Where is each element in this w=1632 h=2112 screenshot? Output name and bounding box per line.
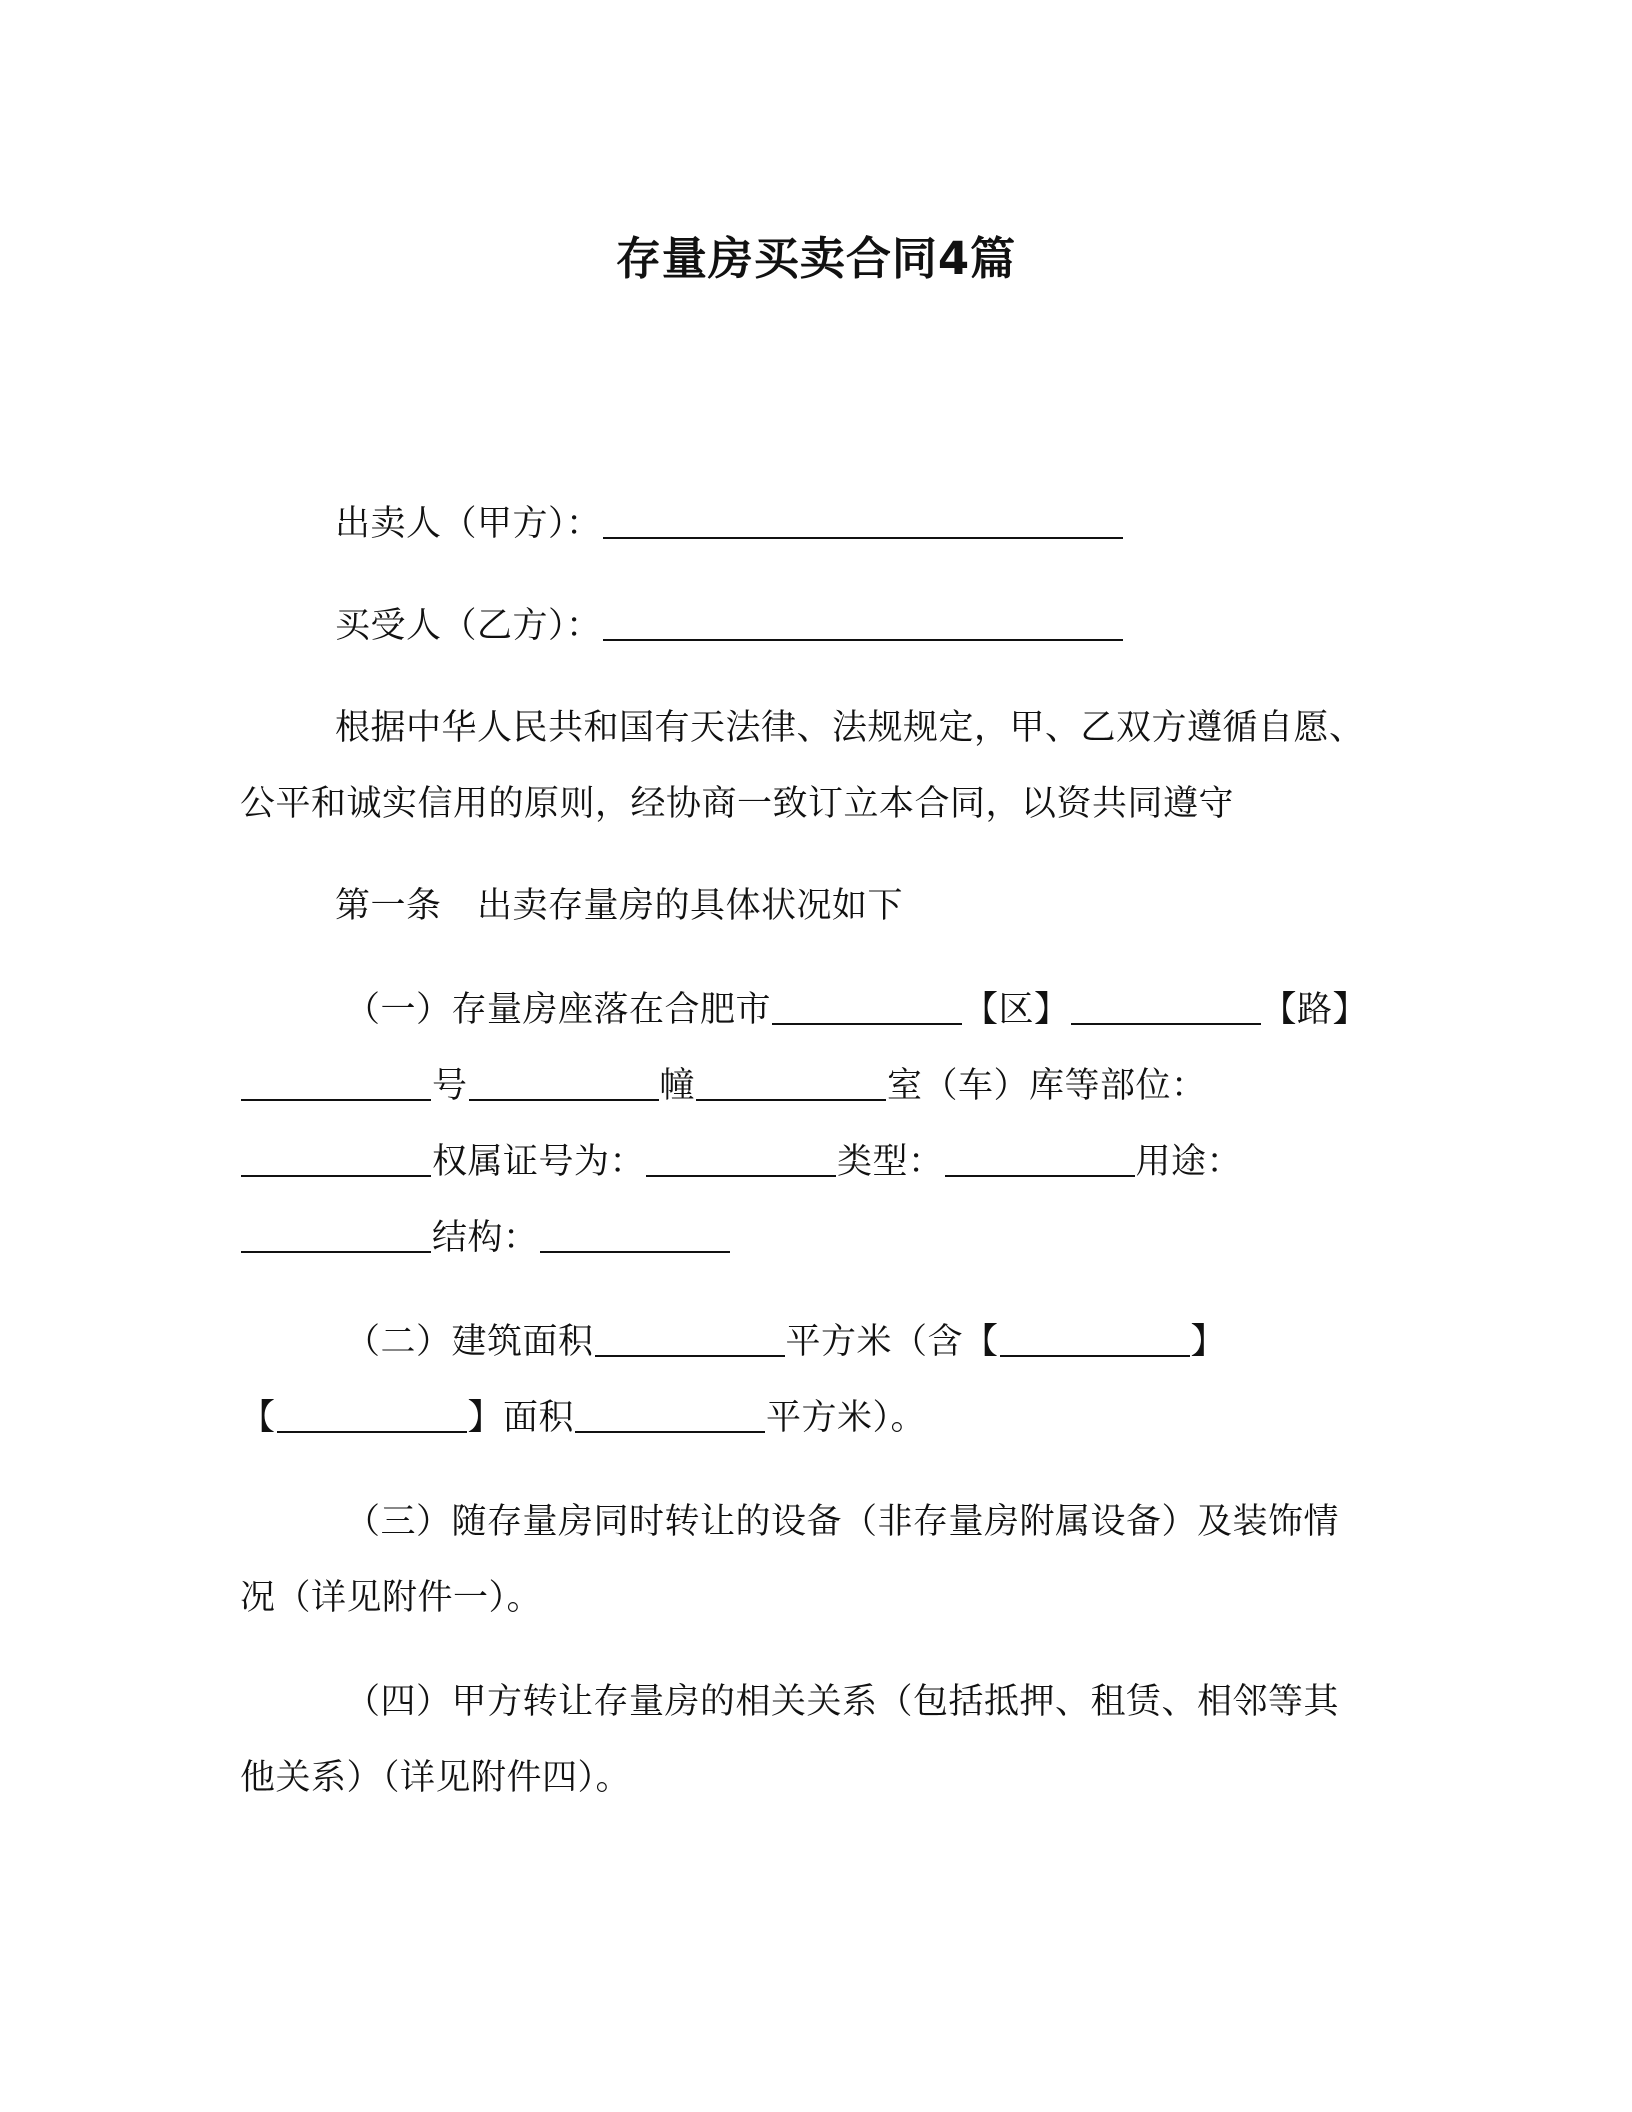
item1-prefix: （一）存量房座落在合肥市 — [345, 990, 772, 1030]
included-item-2-blank[interactable] — [277, 1401, 467, 1433]
item2-line-2 — [240, 1396, 926, 1440]
district-blank[interactable] — [1071, 993, 1261, 1025]
certificate-blank[interactable] — [646, 1145, 836, 1177]
buyer-line — [335, 604, 1124, 648]
sqm-end-label: 平方米）。 — [766, 1398, 927, 1438]
included-area-blank[interactable] — [575, 1401, 765, 1433]
intro-line-1: 根据中华人民共和国有天法律、法规规定，甲、乙双方遵循自愿、 — [335, 708, 1365, 748]
item4-line-1: （四）甲方转让存量房的相关关系（包括抵押、租赁、相邻等其 — [345, 1682, 1340, 1722]
room-label: 室（车）库等部位： — [887, 1066, 1207, 1106]
sqm-incl-label: 平方米（含【 — [785, 1322, 999, 1362]
number-blank[interactable] — [469, 1069, 659, 1101]
type-blank[interactable] — [945, 1145, 1135, 1177]
type-label: 类型： — [837, 1142, 944, 1182]
usage-blank[interactable] — [241, 1221, 431, 1253]
item1-line-3 — [240, 1140, 1242, 1184]
intro-line-2: 公平和诚实信用的原则，经协商一致订立本合同，以资共同遵守 — [240, 784, 1235, 824]
bracket-open: 【 — [240, 1398, 276, 1438]
district-label: 【区】 — [963, 990, 1070, 1030]
structure-blank[interactable] — [540, 1221, 730, 1253]
certificate-label: 权属证号为： — [432, 1142, 646, 1182]
seller-label: 出卖人（甲方）： — [335, 504, 602, 544]
road-label: 【路】 — [1261, 990, 1369, 1030]
structure-label: 结构： — [432, 1218, 539, 1258]
item1-line-2 — [240, 1064, 1207, 1108]
city-blank[interactable] — [772, 993, 962, 1025]
building-label: 幢 — [659, 1066, 696, 1106]
buyer-label: 买受人（乙方）： — [335, 606, 602, 646]
floor-area-blank[interactable] — [595, 1325, 785, 1357]
number-label: 号 — [432, 1066, 468, 1106]
seller-line — [335, 502, 1124, 546]
item4-line-2: 他关系）（详见附件四）。 — [240, 1758, 632, 1798]
included-item-blank[interactable] — [1000, 1325, 1190, 1357]
article1-heading: 第一条 出卖存量房的具体状况如下 — [335, 886, 904, 926]
location-blank[interactable] — [241, 1145, 431, 1177]
document-title: 存量房买卖合同4篇 — [615, 232, 1017, 285]
buyer-blank[interactable] — [603, 609, 1123, 641]
area-label: 】面积 — [467, 1398, 575, 1438]
item1-line-4 — [240, 1216, 731, 1260]
seller-blank[interactable] — [603, 507, 1123, 539]
item2-line-1 — [345, 1320, 1226, 1364]
usage-label: 用途： — [1135, 1142, 1243, 1182]
building-blank[interactable] — [696, 1069, 886, 1101]
road-blank[interactable] — [241, 1069, 431, 1101]
item3-line-1: （三）随存量房同时转让的设备（非存量房附属设备）及装饰情 — [345, 1502, 1340, 1542]
item1-line-1 — [345, 988, 1368, 1032]
item2-prefix: （二）建筑面积 — [345, 1322, 594, 1362]
bracket-close: 】 — [1190, 1322, 1227, 1362]
item3-line-2: 况（详见附件一）。 — [240, 1578, 543, 1618]
